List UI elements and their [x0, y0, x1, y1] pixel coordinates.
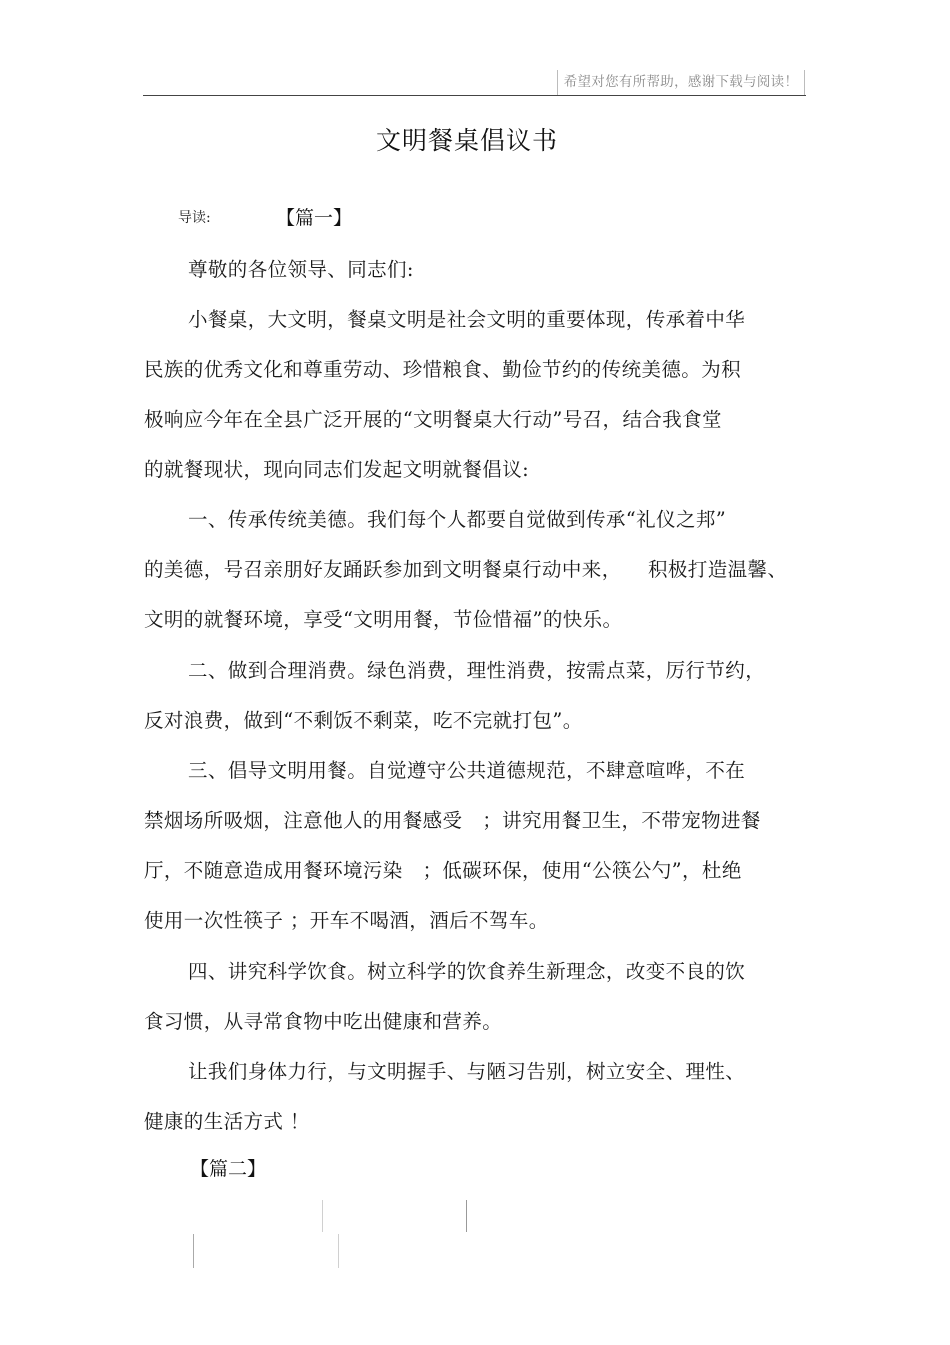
- section-1-label: 【篇一】: [276, 207, 353, 229]
- paragraph-line: 厅，不随意造成用餐环境污染 ；低碳环保，使用“公筷公勺”，杜绝: [144, 859, 742, 882]
- paragraph-line: 民族的优秀文化和尊重劳动、珍惜粮食、勤俭节约的传统美德。为积: [144, 358, 742, 381]
- paragraph-line: 极响应今年在全县广泛开展的“文明餐桌大行动”号召，结合我食堂: [144, 408, 722, 431]
- page-title: 文明餐桌倡议书: [375, 126, 558, 155]
- paragraph-line: 让我们身体力行，与文明握手、与陋习告别，树立安全、理性、: [188, 1060, 746, 1083]
- paragraph-line: 二、做到合理消费。绿色消费，理性消费，按需点菜，厉行节约，: [188, 659, 766, 682]
- paragraph-line: 文明的就餐环境，享受“文明用餐，节俭惜福”的快乐。: [144, 608, 623, 631]
- section-2-label: 【篇二】: [190, 1158, 267, 1180]
- table-fragment: [338, 1234, 339, 1268]
- table-fragment: [193, 1234, 194, 1268]
- paragraph-line: 一、传承传统美德。我们每个人都要自觉做到传承“礼仪之邦”: [188, 508, 727, 531]
- paragraph-line: 尊敬的各位领导、同志们:: [188, 258, 414, 281]
- header-rule: [143, 95, 806, 96]
- paragraph-line: 健康的生活方式 ！: [144, 1110, 310, 1133]
- paragraph-line: 食习惯，从寻常食物中吃出健康和营养。: [144, 1010, 503, 1033]
- header-note: 希望对您有所帮助，感谢下载与阅读！: [557, 70, 805, 95]
- paragraph-line: 反对浪费，做到“不剩饭不剩菜，吃不完就打包”。: [144, 709, 583, 732]
- paragraph-line: 的就餐现状，现向同志们发起文明就餐倡议:: [144, 458, 530, 481]
- paragraph-line: 四、讲究科学饮食。树立科学的饮食养生新理念，改变不良的饮: [188, 960, 746, 983]
- paragraph-line: 三、倡导文明用餐。自觉遵守公共道德规范，不肆意喧哗，不在: [188, 759, 746, 782]
- table-fragment: [466, 1200, 467, 1232]
- lead-label: 导读:: [178, 210, 211, 226]
- paragraph-line: 小餐桌，大文明，餐桌文明是社会文明的重要体现，传承着中华: [188, 308, 746, 331]
- paragraph-line: 禁烟场所吸烟，注意他人的用餐感受 ；讲究用餐卫生，不带宠物进餐: [144, 809, 761, 832]
- paragraph-line: 的美德，号召亲朋好友踊跃参加到文明餐桌行动中来， 积极打造温馨、: [144, 558, 788, 581]
- paragraph-line: 使用一次性筷子 ；开车不喝酒，酒后不驾车。: [144, 909, 549, 932]
- table-fragment: [322, 1200, 323, 1232]
